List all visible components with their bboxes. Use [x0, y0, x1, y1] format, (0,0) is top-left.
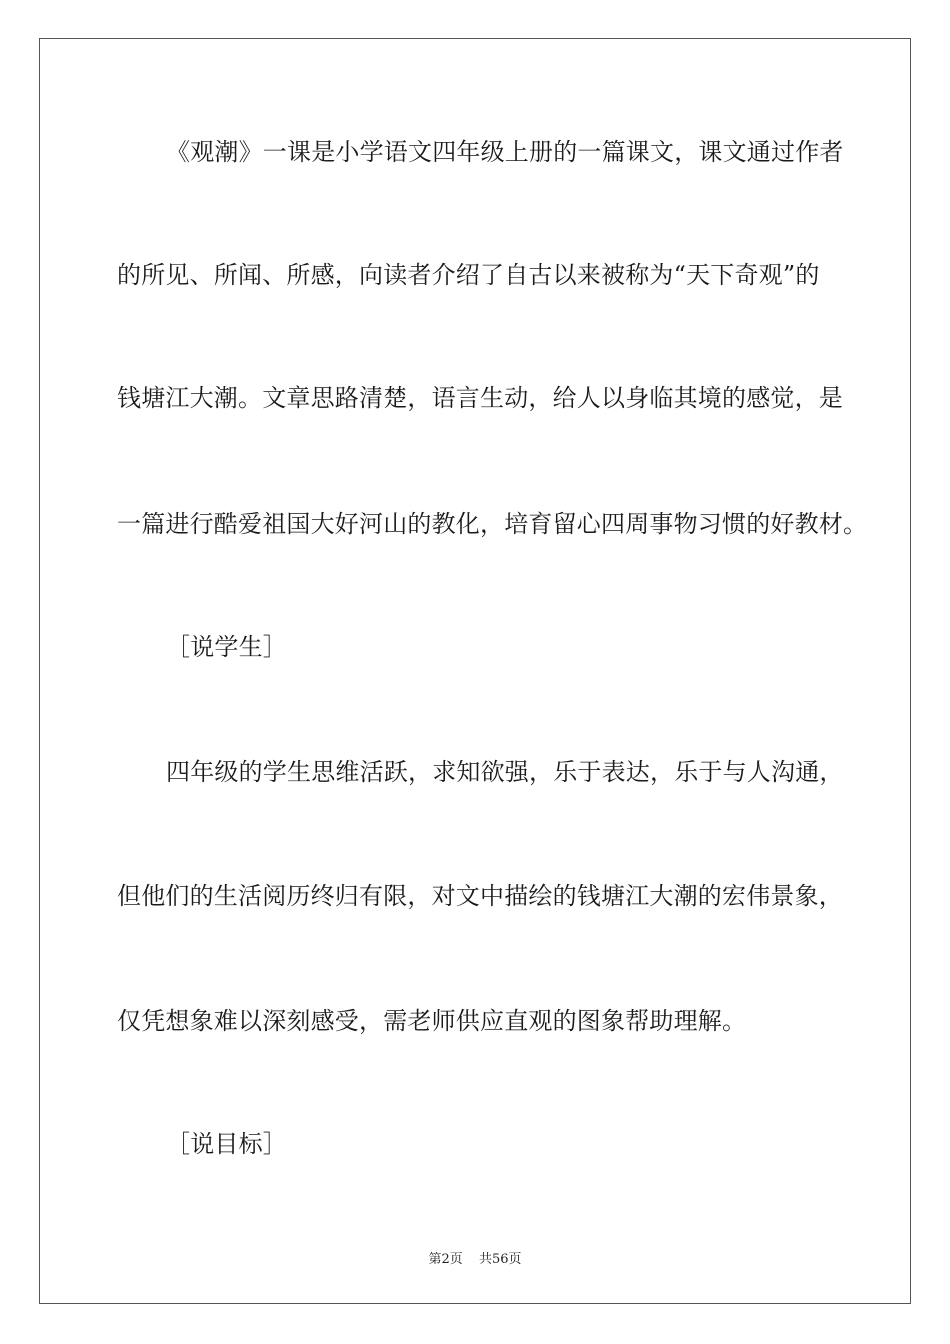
section-heading-goals: ［说目标］: [166, 1130, 287, 1158]
intro-line-2: 的所见、所闻、所感，向读者介绍了自古以来被称为“天下奇观”的: [117, 261, 820, 289]
section-heading-students: ［说学生］: [166, 633, 287, 661]
intro-line-1: 《观潮》一课是小学语文四年级上册的一篇课文，课文通过作者: [166, 138, 844, 166]
students-line-1: 四年级的学生思维活跃，求知欲强，乐于表达，乐于与人沟通，: [166, 758, 844, 786]
intro-line-3: 钱塘江大潮。文章思路清楚，语言生动，给人以身临其境的感觉，是: [117, 384, 843, 412]
students-line-3: 仅凭想象难以深刻感受，需老师供应直观的图象帮助理解。: [117, 1007, 747, 1035]
page-total: 共56页: [478, 1252, 522, 1267]
page-number: 第2页: [428, 1252, 463, 1267]
page-footer: [0, 1248, 950, 1267]
intro-line-4: 一篇进行酷爱祖国大好河山的教化，培育留心四周事物习惯的好教材。: [117, 510, 868, 538]
students-line-2: 但他们的生活阅历终归有限，对文中描绘的钱塘江大潮的宏伟景象，: [117, 882, 843, 910]
page-border: [39, 38, 911, 1304]
